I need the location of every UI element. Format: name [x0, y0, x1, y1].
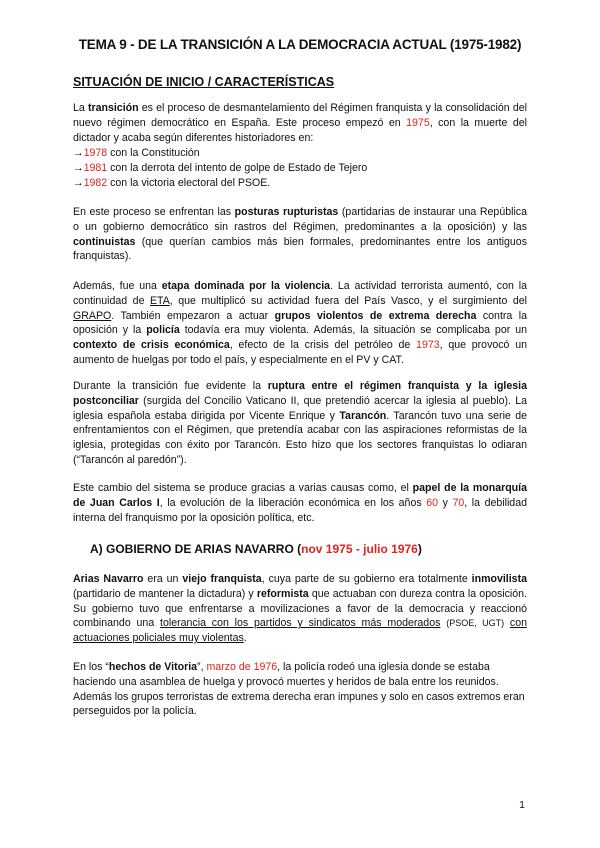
- paragraph-vitoria: En los “hechos de Vitoria”, marzo de 1976, la policía rodeó una iglesia donde se estaba haciendo una asamblea de huelga y provocó muertes y heridos de bala entre los reunidos. Además los grupos terroristas de extrema derecha eran impunes y solo en casos extremos eran perseguidos por la policía.: [73, 661, 525, 718]
- list-item: →1978 con la Constitución: [73, 147, 200, 159]
- subheading-arias-navarro: A) GOBIERNO DE ARIAS NAVARRO (nov 1975 - julio 1976): [90, 542, 422, 556]
- paragraph-postures: En este proceso se enfrentan las posturas rupturistas (partidarias de instaurar una República o un gobierno democrático sin rastros del Régimen, predominantes a la oposición) y las continuistas (que querían cambios más bien formales, predominantes entre los antiguos franquistas).: [73, 206, 527, 263]
- paragraph-intro: La transición es el proceso de desmantelamiento del Régimen franquista y la consolidación del nuevo régimen democrático en España. Este proceso empezó en 1975, con la muerte del dictador y acaba según diferentes historiadores en:: [73, 102, 527, 144]
- list-item: →1982 con la victoria electoral del PSOE.: [73, 176, 271, 189]
- list-item: →1981 con la derrota del intento de golpe de Estado de Tejero: [73, 161, 368, 174]
- page-title: TEMA 9 - DE LA TRANSICIÓN A LA DEMOCRACIA ACTUAL (1975-1982): [78, 37, 522, 52]
- paragraph-arias-navarro: Arias Navarro era un viejo franquista, cuya parte de su gobierno era totalmente inmovilista (partidario de mantener la dictadura) y reformista que actuaban con dureza contra la oposición. Su gobierno tuvo que enfrentarse a movilizaciones a favor de la democracia y reaccionó combinando una tolerancia con los partidos y sindicatos más moderados (PSOE, UGT) con actuaciones policiales muy violentas.: [73, 573, 528, 645]
- section-heading: SITUACIÓN DE INICIO / CARACTERÍSTICAS: [73, 75, 335, 89]
- paragraph-church: Durante la transición fue evidente la ruptura entre el régimen franquista y la iglesia postconciliar (surgida del Concilio Vaticano II, que pretendió acercar la iglesia al pueblo). La iglesia española estaba dirigida por Vicente Enrique y Tarancón. Tarancón tuvo una serie de enfrentamientos con el Régimen, que pretendía acabar con las aspiraciones reformistas de la iglesia, protegidas con éxito por Tarancón. Esto hizo que los sectores franquistas lo odiaran (“Tarancón al paredón”).: [73, 380, 527, 466]
- paragraph-violence: Además, fue una etapa dominada por la violencia. La actividad terrorista aumentó, con la continuidad de ETA, que multiplicó su actividad fuera del País Vasco, y el surgimiento del GRAPO. También empezaron a actuar grupos violentos de extrema derecha contra la oposición y la policía todavía era muy violenta. Además, la situación se complicaba por un contexto de crisis económica, efecto de la crisis del petróleo de 1973, que provocó un aumento de huelgas por todo el país, y especialmente en el PV y CAT.: [73, 280, 527, 366]
- page-number: 1: [519, 799, 525, 811]
- end-dates-list: [73, 146, 527, 190]
- paragraph-causes: Este cambio del sistema se produce gracias a varias causas como, el papel de la monarquía de Juan Carlos I, la evolución de la liberación económica en los años 60 y 70, la debilidad interna del franquismo por la oposición política, etc.: [73, 482, 527, 524]
